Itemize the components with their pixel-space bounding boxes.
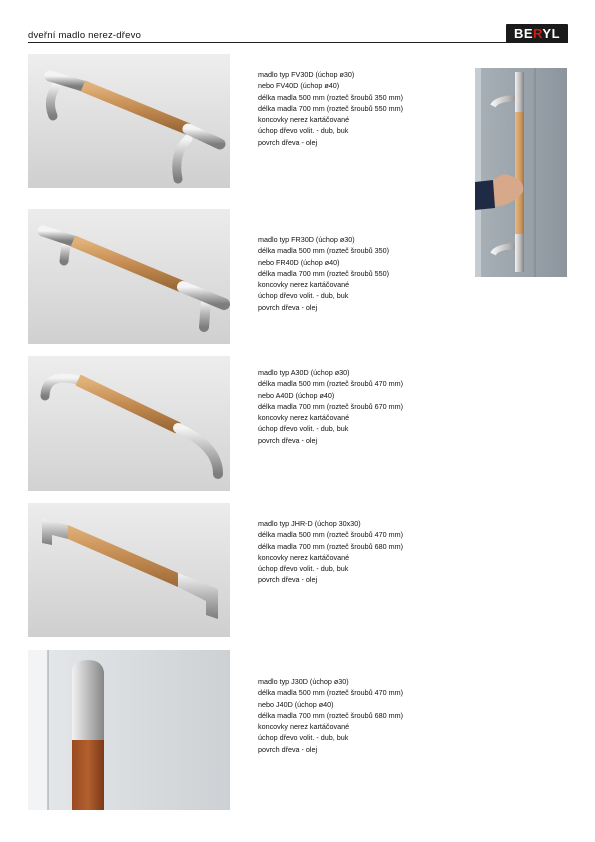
beryl-logo	[506, 24, 568, 43]
logo-wordmark: BERYL	[513, 26, 561, 41]
desc-line: nebo J40D (úchop ø40)	[258, 699, 334, 709]
product-photo-fr30d	[28, 209, 230, 344]
desc-line: madlo typ JHR-D (úchop 30x30)	[258, 519, 361, 528]
door-handle-in-use-photo	[475, 68, 567, 277]
desc-line: povrch dřeva - olej	[258, 744, 318, 754]
desc-line: povrch dřeva - olej	[258, 575, 318, 585]
product-desc-a30d	[258, 367, 473, 446]
desc-line: délka madla 700 mm (rozteč šroubů 670 mm)	[258, 401, 404, 411]
logo-text	[514, 26, 560, 41]
desc-line: délka madla 700 mm (rozteč šroubů 550 mm)	[258, 103, 404, 113]
desc-line: koncovky nerez kartáčované	[258, 115, 350, 125]
desc-line: koncovky nerez kartáčované	[258, 552, 350, 562]
desc-line: madlo typ FR30D (úchop ø30)	[258, 235, 355, 244]
desc-line: délka madla 500 mm (rozteč šroubů 470 mm)	[258, 379, 404, 389]
product-desc-fr30d	[258, 234, 473, 313]
desc-line: madlo typ J30D (úchop ø30)	[258, 677, 349, 686]
desc-line: madlo typ FV30D (úchop ø30)	[258, 70, 355, 79]
desc-line: úchop dřevo volit. - dub, buk	[258, 126, 349, 136]
desc-line: koncovky nerez kartáčované	[258, 280, 350, 290]
product-desc-j30d	[258, 676, 473, 755]
product-photo-fv30d	[28, 54, 230, 188]
desc-line: délka madla 500 mm (rozteč šroubů 470 mm)	[258, 530, 404, 540]
desc-line: úchop dřevo volit. - dub, buk	[258, 291, 349, 301]
desc-line: nebo FR40D (úchop ø40)	[258, 257, 340, 267]
product-photo-jhr-d	[28, 503, 230, 637]
desc-line: délka madla 700 mm (rozteč šroubů 680 mm)	[258, 710, 404, 720]
desc-line: úchop dřevo volit. - dub, buk	[258, 424, 349, 434]
desc-line: koncovky nerez kartáčované	[258, 722, 350, 732]
desc-line: koncovky nerez kartáčované	[258, 413, 350, 423]
header-divider	[28, 42, 568, 43]
product-photo-j30d	[28, 650, 230, 810]
desc-line: nebo FV40D (úchop ø40)	[258, 81, 340, 91]
desc-line: povrch dřeva - olej	[258, 435, 318, 445]
desc-line: povrch dřeva - olej	[258, 302, 318, 312]
desc-line: délka madla 700 mm (rozteč šroubů 550)	[258, 268, 390, 278]
product-desc-jhr-d	[258, 518, 473, 586]
desc-line: délka madla 500 mm (rozteč šroubů 470 mm)	[258, 688, 404, 698]
desc-line: délka madla 500 mm (rozteč šroubů 350)	[258, 246, 390, 256]
desc-line: úchop dřevo volit. - dub, buk	[258, 564, 349, 574]
page-title: dveřní madlo nerez-dřevo	[28, 30, 142, 41]
product-photo-a30d	[28, 356, 230, 491]
desc-line: nebo A40D (úchop ø40)	[258, 390, 335, 400]
product-desc-fv30d	[258, 69, 473, 148]
desc-line: madlo typ A30D (úchop ø30)	[258, 368, 350, 377]
desc-line: povrch dřeva - olej	[258, 137, 318, 147]
desc-line: úchop dřevo volit. - dub, buk	[258, 733, 349, 743]
desc-line: délka madla 700 mm (rozteč šroubů 680 mm)	[258, 541, 404, 551]
desc-line: délka madla 500 mm (rozteč šroubů 350 mm)	[258, 92, 404, 102]
